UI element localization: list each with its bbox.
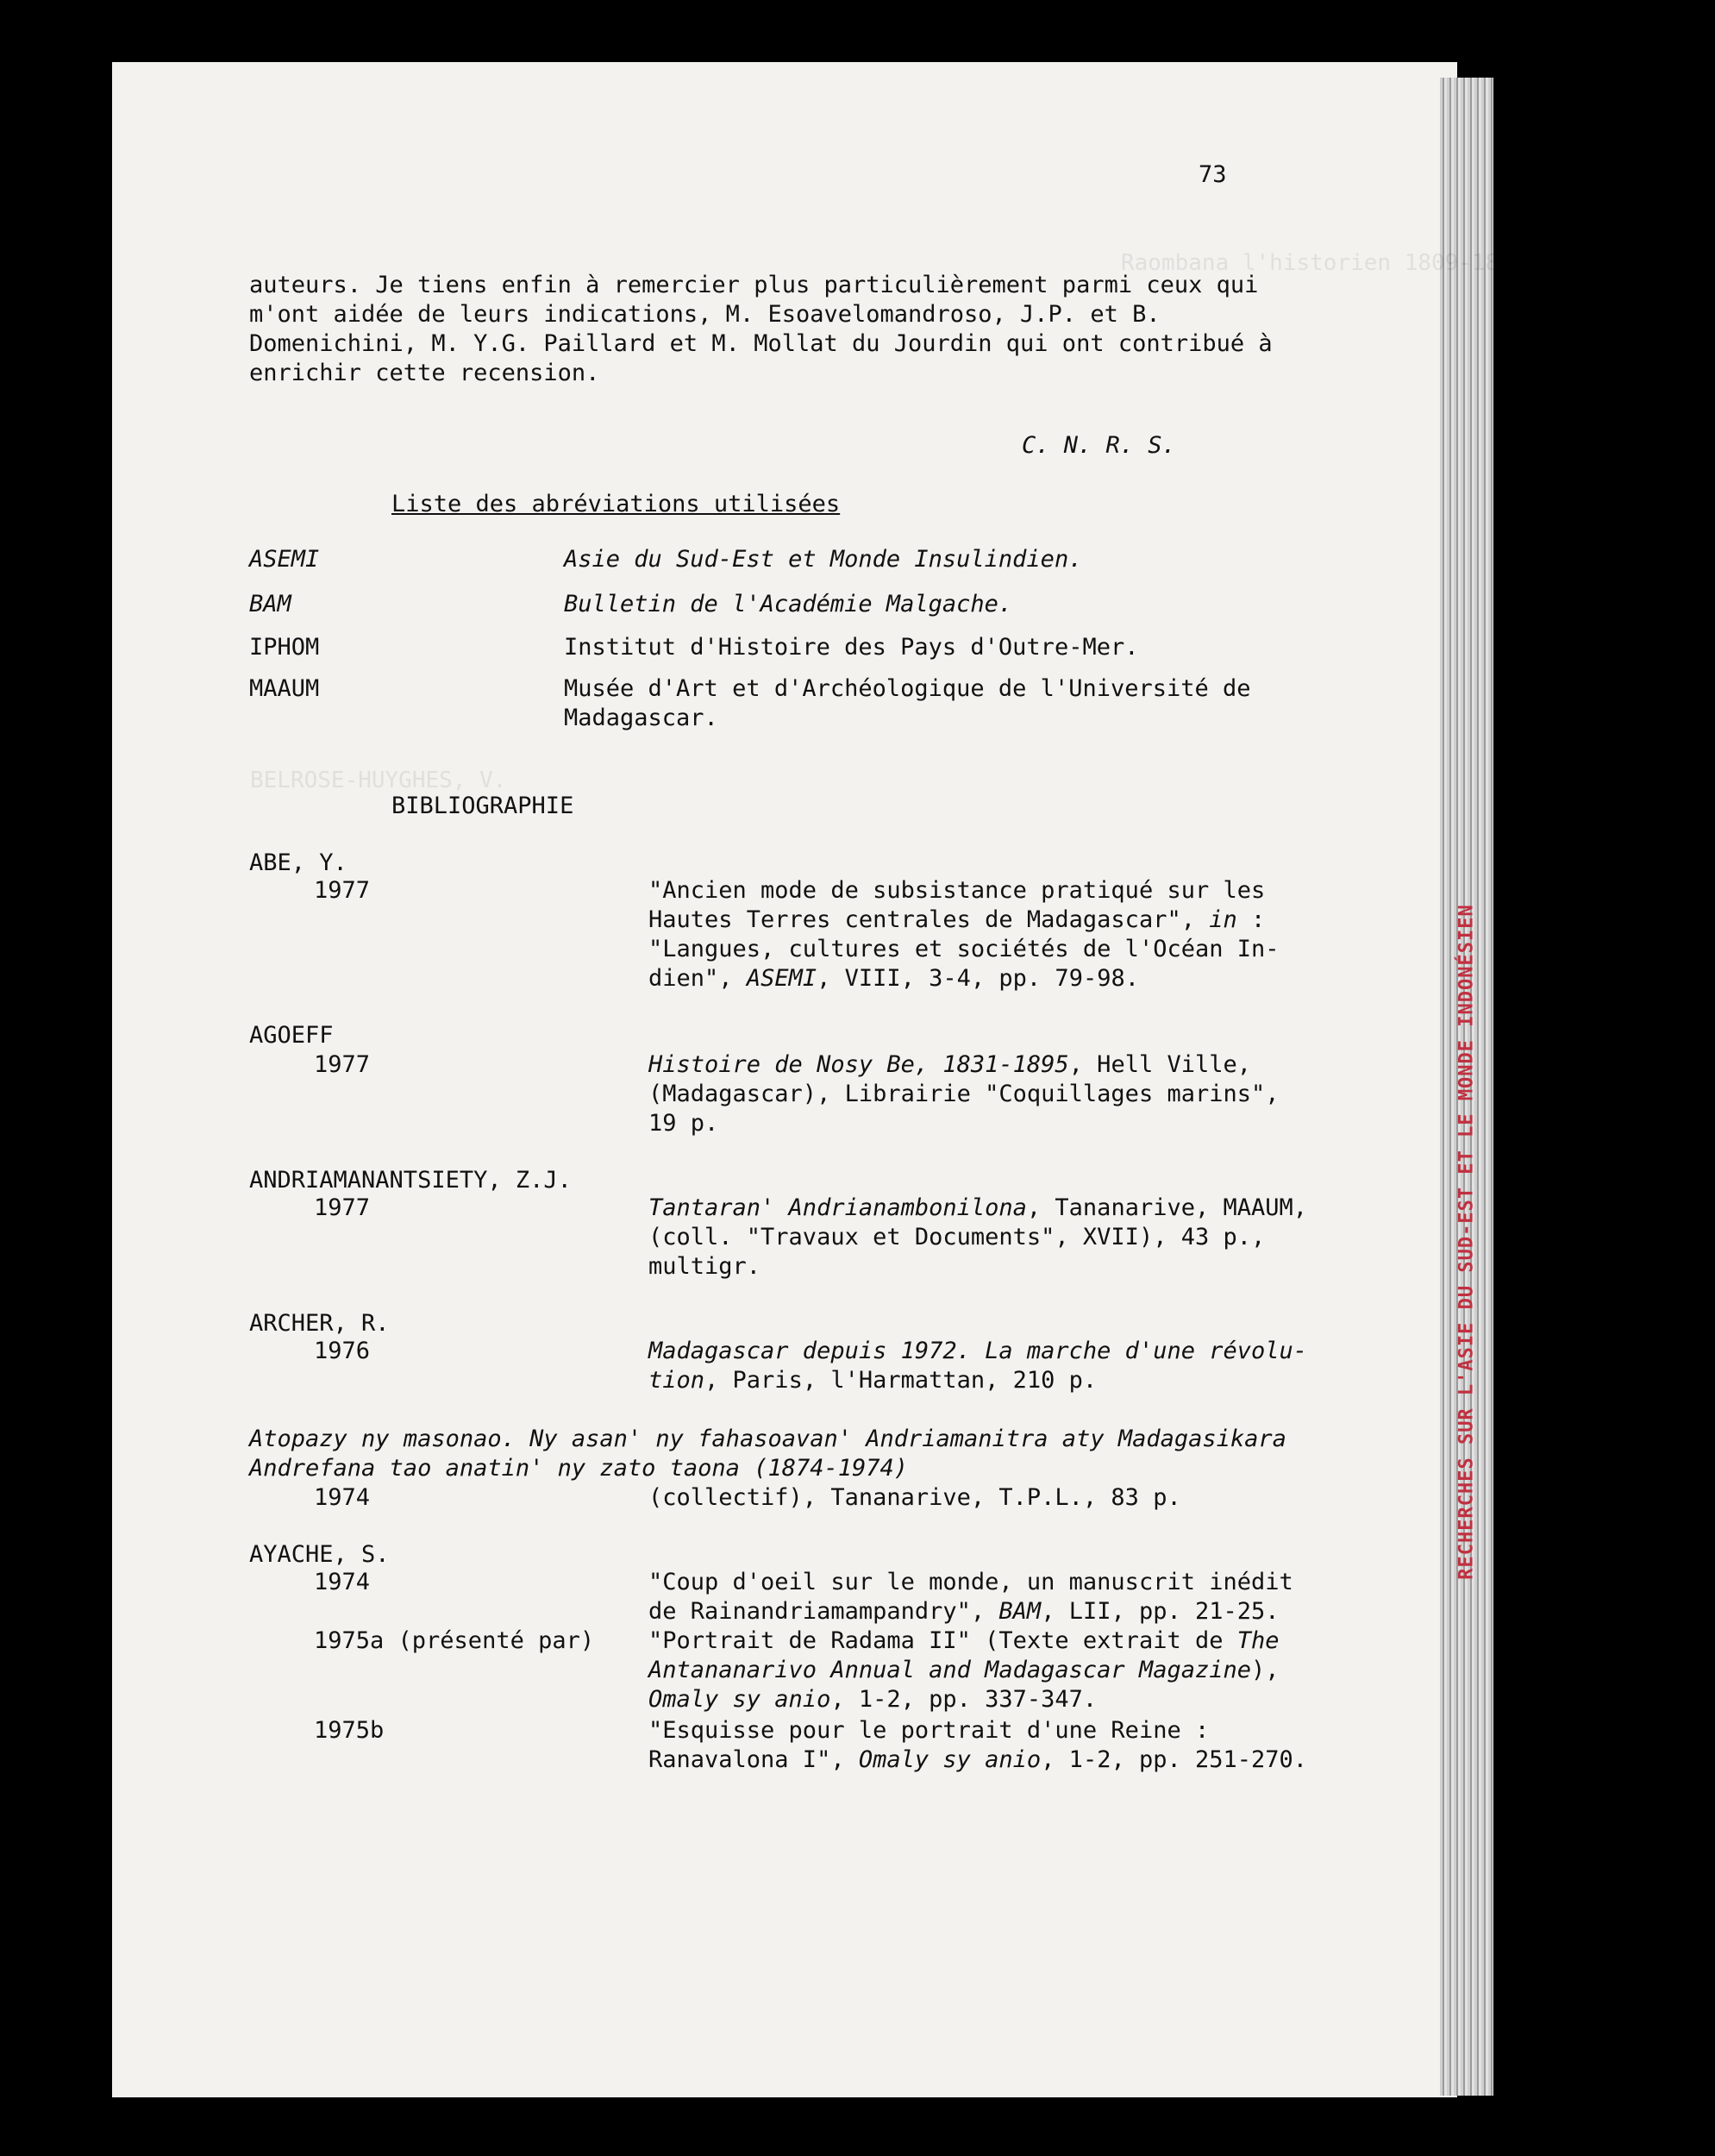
bleed-through-text: BELROSE-HUYGHES, V. (250, 768, 507, 793)
entry-text: 19 p. (648, 1110, 719, 1137)
entry-author: ANDRIAMANANTSIETY, Z.J. (249, 1167, 572, 1194)
entry-year: 1977 (314, 1051, 371, 1078)
entry-text: Madagascar depuis 1972. La marche d'une révolu- (648, 1338, 1308, 1364)
entry-year: 1974 (314, 1484, 371, 1511)
abbrev-definition: Bulletin de l'Académie Malgache. (564, 591, 1013, 617)
entry-year: 1974 (314, 1569, 371, 1595)
abbrev-definition: Asie du Sud-Est et Monde Insulindien. (564, 546, 1083, 573)
abbrev-term: IPHOM (249, 634, 320, 661)
intro-line-4: enrichir cette recension. (249, 360, 600, 386)
entry-text: "Ancien mode de subsistance pratiqué sur les (648, 877, 1266, 904)
abbrev-definition: Musée d'Art et d'Archéologique de l'Université de (564, 675, 1251, 702)
entry-text: "Esquisse pour le portrait d'une Reine : (648, 1717, 1210, 1744)
series-sidebar-text: RECHERCHES SUR L'ASIE DU SUD-EST ET LE MONDE INDONÉSIEN (1455, 904, 1478, 1580)
entry-text: dien", ASEMI, VIII, 3-4, pp. 79-98. (648, 965, 1139, 992)
entry-text: (coll. "Travaux et Documents", XVII), 43 p., (648, 1224, 1266, 1250)
entry-text: (collectif), Tananarive, T.P.L., 83 p. (648, 1484, 1181, 1511)
entry-author: ARCHER, R. (249, 1310, 390, 1337)
entry-title: Atopazy ny masonao. Ny asan' ny fahasoavan' Andriamanitra aty Madagasikara (249, 1426, 1286, 1452)
entry-year: 1975a (présenté par) (314, 1627, 595, 1654)
abbreviations-heading: Liste des abréviations utilisées (391, 491, 841, 517)
entry-text: Antananarivo Annual and Madagascar Magazine), (648, 1657, 1280, 1683)
entry-author: AYACHE, S. (249, 1541, 390, 1568)
intro-line-2: m'ont aidée de leurs indications, M. Esoavelomandroso, J.P. et B. (249, 301, 1161, 328)
page-number: 73 (1199, 161, 1227, 188)
abbrev-definition: Institut d'Histoire des Pays d'Outre-Mer. (564, 634, 1139, 661)
abbrev-term: MAAUM (249, 675, 320, 702)
entry-year: 1976 (314, 1338, 371, 1364)
intro-line-3: Domenichini, M. Y.G. Paillard et M. Mollat du Jourdin qui ont contribué à (249, 330, 1273, 357)
entry-year: 1977 (314, 877, 371, 904)
entry-title: Andrefana tao anatin' ny zato taona (1874-1974) (249, 1455, 909, 1482)
abbrev-definition-cont: Madagascar. (564, 705, 718, 731)
series-sidebar (1445, 904, 1488, 1580)
abbrev-term: ASEMI (249, 546, 320, 573)
intro-line-1: auteurs. Je tiens enfin à remercier plus particulièrement parmi ceux qui (249, 272, 1259, 298)
entry-text: Ranavalona I", Omaly sy anio, 1-2, pp. 251-270. (648, 1746, 1308, 1773)
entry-text: de Rainandriamampandry", BAM, LII, pp. 21-25. (648, 1598, 1280, 1625)
entry-text: multigr. (648, 1253, 761, 1280)
entry-text: tion, Paris, l'Harmattan, 210 p. (648, 1367, 1098, 1394)
entry-text: "Portrait de Radama II" (Texte extrait de The (648, 1627, 1280, 1654)
entry-year: 1975b (314, 1717, 385, 1744)
entry-text: Histoire de Nosy Be, 1831-1895, Hell Ville, (648, 1051, 1251, 1078)
entry-text: Omaly sy anio, 1-2, pp. 337-347. (648, 1686, 1098, 1713)
entry-text: Hautes Terres centrales de Madagascar", in : (648, 906, 1266, 933)
bibliography-heading: BIBLIOGRAPHIE (391, 793, 574, 819)
entry-author: AGOEFF (249, 1022, 334, 1049)
abbrev-term: BAM (249, 591, 291, 617)
entry-text: "Langues, cultures et sociétés de l'Océan In- (648, 936, 1280, 962)
entry-text: (Madagascar), Librairie "Coquillages marins", (648, 1081, 1280, 1107)
bleed-through-text: Raombana l'historien 1809-1855. Introduction (1121, 250, 1715, 276)
entry-year: 1977 (314, 1194, 371, 1221)
entry-text: "Coup d'oeil sur le monde, un manuscrit inédit (648, 1569, 1293, 1595)
signature: C. N. R. S. (1022, 432, 1176, 459)
entry-author: ABE, Y. (249, 849, 347, 876)
entry-text: Tantaran' Andrianambonilona, Tananarive, MAAUM, (648, 1194, 1308, 1221)
page-edge (1440, 78, 1493, 2096)
